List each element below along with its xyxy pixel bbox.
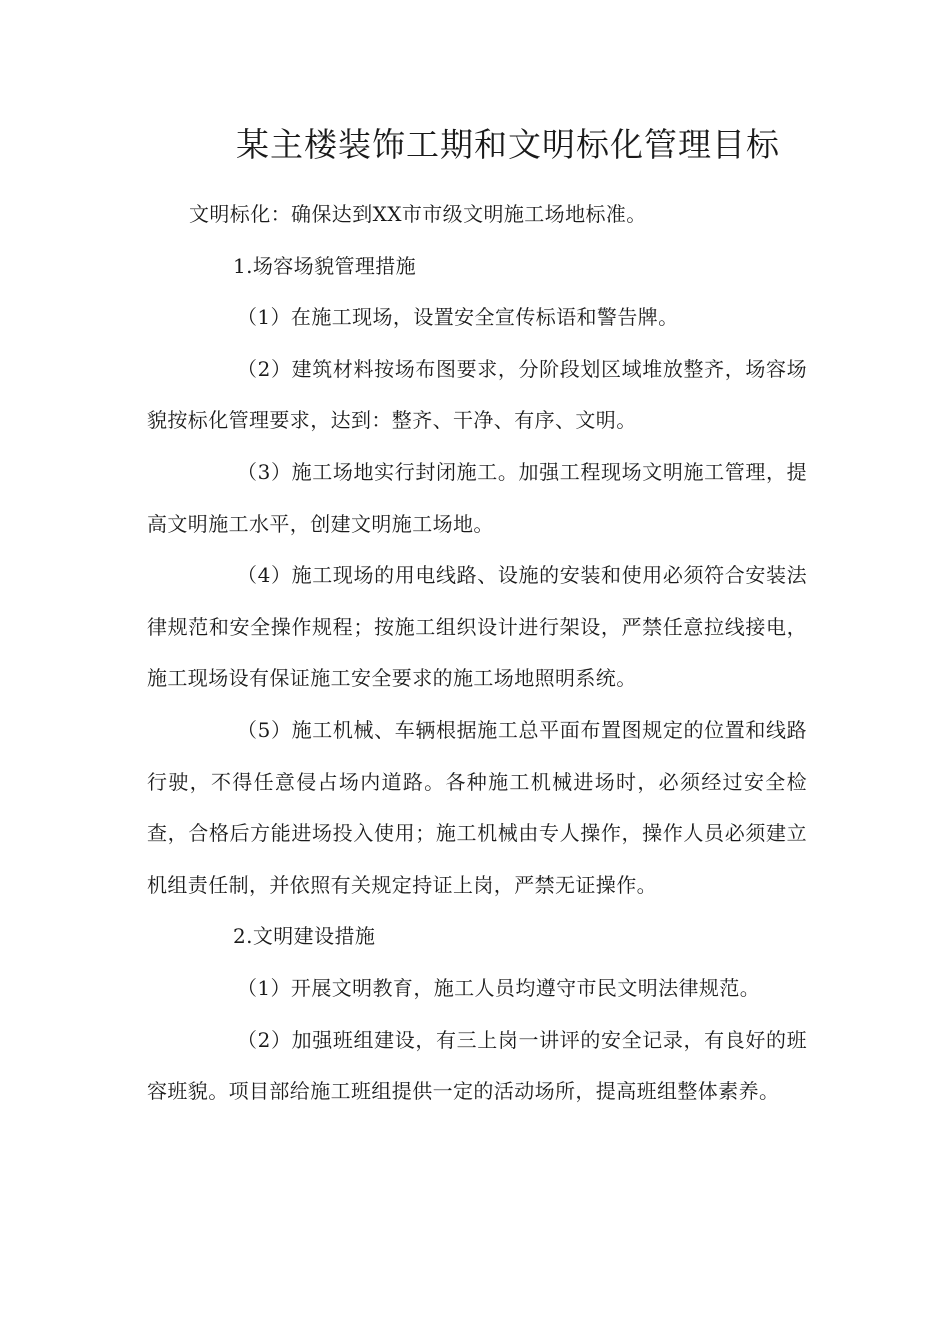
paragraph-item-6: （1）开展文明教育，施工人员均遵守市民文明法律规范。 <box>237 975 761 1000</box>
section-heading-site-management: 1.场容场貌管理措施 <box>233 253 417 278</box>
section-heading-civilized-construction: 2.文明建设措施 <box>233 924 376 949</box>
paragraph-item-1: （1）在施工现场，设置安全宣传标语和警告牌。 <box>237 305 679 330</box>
paragraph-item-7: （2）加强班组建设，有三上岗一讲评的安全记录，有良好的班容班貌。项目部给施工班组提供一定的活动场所，提高班组整体素养。 <box>147 1027 807 1104</box>
paragraph-item-3: （3）施工场地实行封闭施工。加强工程现场文明施工管理，提高文明施工水平，创建文明施工场地。 <box>147 459 807 536</box>
document-body <box>147 189 807 1118</box>
document-title: 某主楼装饰工期和文明标化管理目标 <box>236 125 780 164</box>
paragraph-item-2: （2）建筑材料按场布图要求，分阶段划区域堆放整齐，场容场貌按标化管理要求，达到：整齐、干净、有序、文明。 <box>147 356 807 433</box>
paragraph-item-4: （4）施工现场的用电线路、设施的安装和使用必须符合安装法律规范和安全操作规程；按施工组织设计进行架设，严禁任意拉线接电，施工现场设有保证施工安全要求的施工场地照明系统。 <box>147 563 807 691</box>
intro-paragraph: 文明标化：确保达到XX市市级文明施工场地标准。 <box>189 202 647 226</box>
paragraph-item-5: （5）施工机械、车辆根据施工总平面布置图规定的位置和线路行驶，不得任意侵占场内道路。各种施工机械进场时，必须经过安全检查，合格后方能进场投入使用；施工机械由专人操作，操作人员必须建立机组责任制，并依照有关规定持证上岗，严禁无证操作。 <box>147 717 807 897</box>
